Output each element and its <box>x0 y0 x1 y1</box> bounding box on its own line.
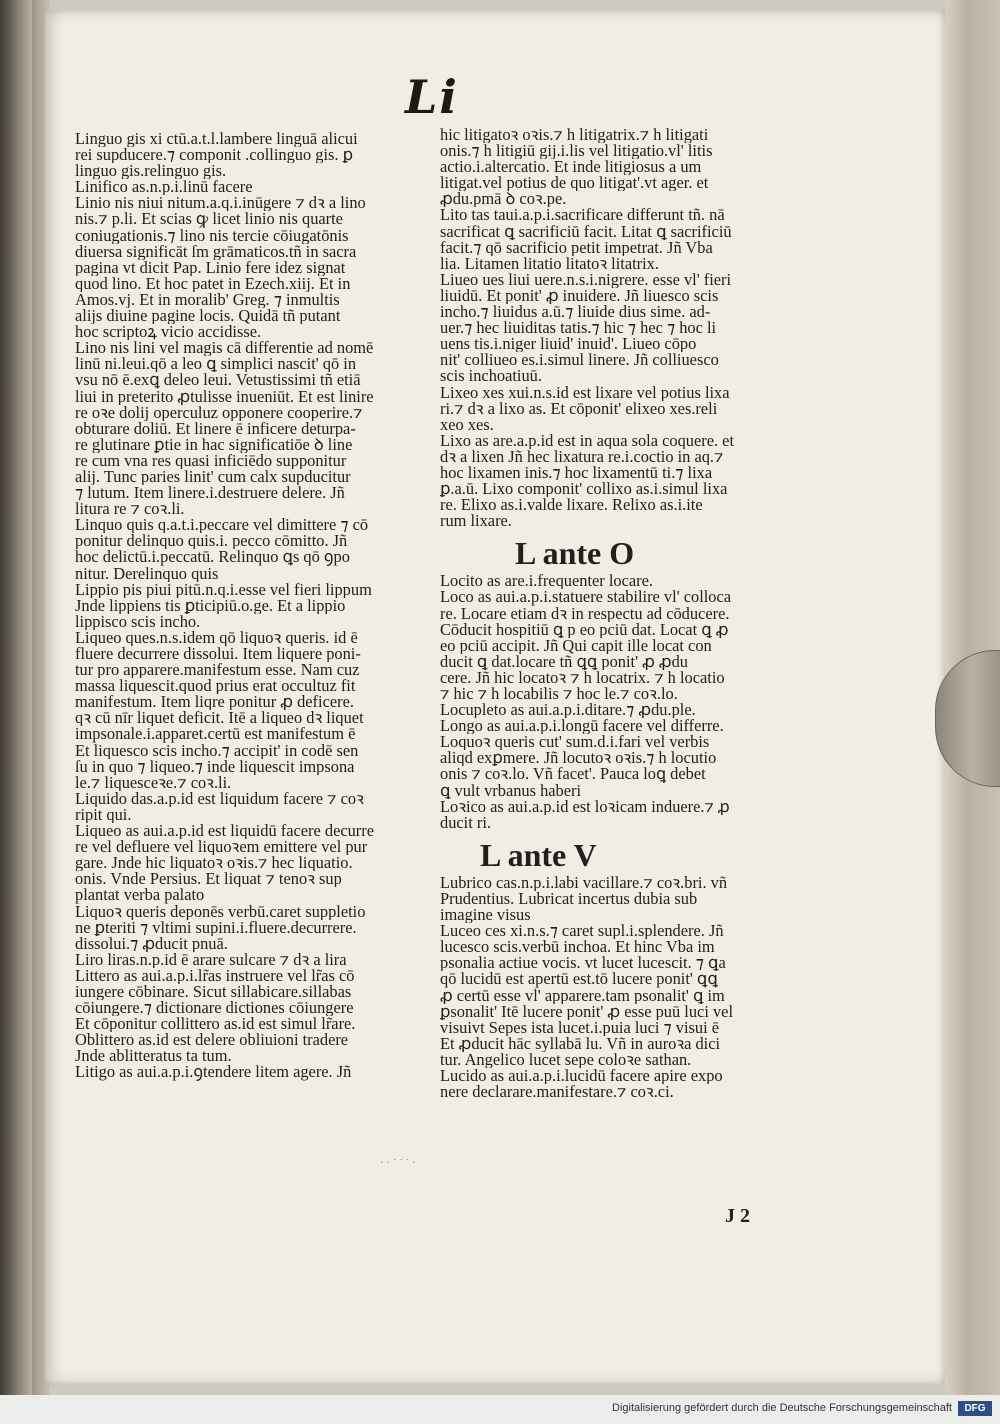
text-line: ꝓdu.pmā ꝺ coꝛ.pe. <box>440 191 567 208</box>
text-line: ꝓ certū esse vl' apparere.tam psonalit' ꝗ im <box>440 987 725 1004</box>
text-line: ponitur delinquo quis.i. pecco cōmitto. Jñ <box>75 533 348 550</box>
text-line: Jnde ablitteratus ta tum. <box>75 1048 232 1065</box>
text-line: ꝑsonalit' Itē lucere ponit' ꝓ esse puū luci vel <box>440 1003 733 1020</box>
text-line: re glutinare ꝑtie in hac significatiōe ꝺ line <box>75 436 353 453</box>
text-line: imagine visus <box>440 907 531 924</box>
running-head: Li <box>405 70 459 124</box>
text-line: dissolui.⁊ ꝓducit pnuā. <box>75 935 228 952</box>
text-line: re. Elixo as.i.valde lixare. Relixo as.i.ite <box>440 497 703 514</box>
text-line: massa liquescit.quod prius erat occultuz fit <box>75 678 356 695</box>
text-line: qō lucidū est apertū est.tō lucere ponit' ꝗꝗ <box>440 971 718 988</box>
right-text-column <box>440 127 800 1100</box>
text-line: Lippio pis piui pitū.n.q.i.esse vel fieri lippum <box>75 581 372 598</box>
text-line: Linio nis niui nitum.a.q.i.inūgere ⁊ dꝛ a lino <box>75 195 366 212</box>
text-line: ri.⁊ dꝛ a lixo as. Et cōponit' elixeo xes.reli <box>440 400 718 417</box>
text-line: eo pciū accipit. Jñ Qui capit ille locat con <box>440 637 712 654</box>
section-heading-l-ante-v: L ante V <box>480 836 597 873</box>
text-line: linguo gis.relinguo gis. <box>75 163 227 180</box>
right-column-part-a <box>440 127 800 529</box>
text-line: Liro liras.n.p.id ē arare sulcare ⁊ dꝛ a lira <box>75 951 347 968</box>
text-line: Locupleto as aui.a.p.i.ditare.⁊ ꝓdu.ple. <box>440 702 696 719</box>
text-line: ꝑ.a.ū. Lixo componit' collixo as.i.simul lixa <box>440 481 728 498</box>
text-line: hoc scriptoꝝ vicio accidisse. <box>75 324 262 341</box>
text-line: quod lino. Et hoc patet in Ezech.xiij. Et in <box>75 275 351 292</box>
text-line: linū ni.leui.qō a leo ꝗ simplici nascit' qō in <box>75 356 357 373</box>
text-line: le.⁊ liquesceꝛe.⁊ coꝛ.li. <box>75 774 232 791</box>
text-line: dꝛ a lixen Jñ hec lixatura re.i.coctio in aq.⁊ <box>440 448 724 465</box>
text-line: tur pro apparere.manifestum esse. Nam cuz <box>75 662 360 679</box>
text-line: liuidū. Et ponit' ꝓ inuidere. Jñ liuesco scis <box>440 287 719 305</box>
text-line: Et cōponitur collittero as.id est simul lr̃are. <box>75 1016 356 1033</box>
text-line: Littero as aui.a.p.i.lr̃as instruere vel lr̃as cō <box>75 967 355 984</box>
signature-mark: J 2 <box>725 1205 750 1227</box>
text-line: ꝗ vult vrbanus haberi <box>440 782 582 799</box>
text-line: rei supducere.⁊ componit .collinguo gis. ꝑ <box>75 147 354 164</box>
text-line: Liueo ues liui uere.n.s.i.nigrere. esse vl' fieri <box>440 271 732 288</box>
text-line: ducit ri. <box>440 814 491 831</box>
text-line: Lucido as aui.a.p.i.lucidū facere apire expo <box>440 1067 723 1085</box>
text-line: Litigo as aui.a.p.i.ꝯtendere litem agere. Jñ <box>75 1064 352 1081</box>
text-line: Linifico as.n.p.i.linū facere <box>75 179 253 196</box>
text-line: ⁊ lutum. Item linere.i.destruere delere. Jñ <box>75 485 345 502</box>
text-line: Liqueo as aui.a.p.id est liquidū facere decurre <box>75 823 375 840</box>
text-line: nit' colliueo es.i.simul linere. Jñ colliuesco <box>440 352 719 369</box>
text-line: ripit qui. <box>75 806 132 824</box>
text-line: alij. Tunc paries linit' cum calx supducitur <box>75 468 351 486</box>
text-line: liui in preterito ꝓtulisse inueniūt. Et est linire <box>75 388 374 405</box>
text-line: Prudentius. Lubricat incertus dubia sub <box>440 890 698 908</box>
text-line: Longo as aui.a.p.i.longū facere vel differre. <box>440 718 724 735</box>
text-line: lia. Litamen litatio litatoꝛ litatrix. <box>440 255 659 272</box>
text-line: actio.i.altercatio. Et inde litigiosus a um <box>440 159 702 176</box>
right-column-part-b <box>440 573 800 831</box>
text-line: visuivt Sepes ista lucet.i.puia luci ⁊ visui ē <box>440 1019 720 1036</box>
text-line: cōiungere.⁊ dictionare dictiones cōiungere <box>75 1000 354 1017</box>
text-line: manifestum. Item liqre ponitur ꝓ deficere. <box>75 694 354 711</box>
text-line: Loꝛico as aui.a.p.id est loꝛicam induere.⁊ ꝓ <box>440 798 730 815</box>
text-line: psonalia actiue vocis. vt lucet lucescit. ⁊ ꝗa <box>440 955 726 972</box>
text-line: hoc lixamen inis.⁊ hoc lixamentū ti.⁊ lixa <box>440 464 713 482</box>
text-line: ſu in quo ⁊ liqueo.⁊ inde liquescit impsona <box>75 758 355 775</box>
text-line: onis ⁊ coꝛ.lo. Vñ facet'. Pauca loꝗ debet <box>440 766 706 783</box>
ink-smudge: · · ˙ ˙ ˙ · <box>380 1157 416 1169</box>
text-line: scis inchoatiuū. <box>440 368 542 385</box>
text-line: Et ꝓducit hāc syllabā lu. Vñ in auroꝛa dici <box>440 1035 721 1052</box>
text-line: Linguo gis xi ctū.a.t.l.lambere linguā alicui <box>75 131 358 148</box>
text-line: obturare doliū. Et linere ē inficere deturpa- <box>75 420 356 437</box>
text-line: re cum vna res quasi inficiēdo supponitur <box>75 452 347 469</box>
dfg-logo: DFG <box>958 1401 992 1416</box>
text-line: Lino nis lini vel magis cā differentie ad nomē <box>75 340 374 357</box>
text-line: litigat.vel potius de quo litigat'.vt ager. et <box>440 175 709 192</box>
funding-notice: Digitalisierung gefördert durch die Deutsche Forschungsgemeinschaft <box>612 1402 952 1414</box>
text-line: nis.⁊ p.li. Et scias ꝙ licet linio nis quarte <box>75 211 343 228</box>
text-line: Linquo quis q.a.t.i.peccare vel dimittere ⁊ cō <box>75 517 369 534</box>
text-line: qꝛ cū nīr liquet deficit. Itē a liqueo dꝛ liquet <box>75 710 364 727</box>
text-line: Amos.vj. Et in moralib' Greg. ⁊ inmultis <box>75 291 340 309</box>
text-line: impsonale.i.apparet.certū est manifestum ē <box>75 726 356 743</box>
text-line: gare. Jnde hic liquatoꝛ oꝛis.⁊ hec liquatio. <box>75 855 353 872</box>
text-line: Jnde lippiens tis ꝑticipiū.o.ge. Et a lippio <box>75 597 346 614</box>
text-line: uer.⁊ hec liuiditas tatis.⁊ hic ⁊ hec ⁊ hoc li <box>440 320 717 337</box>
text-line: plantat verba palato <box>75 887 205 904</box>
text-line: Lubrico cas.n.p.i.labi vacillare.⁊ coꝛ.bri. vñ <box>440 874 728 891</box>
text-line: Luceo ces xi.n.s.⁊ caret supl.i.splendere. Jñ <box>440 923 724 940</box>
right-column-part-c <box>440 875 800 1100</box>
text-line: litura re ⁊ coꝛ.li. <box>75 501 185 518</box>
text-line: re. Locare etiam dꝛ in respectu ad cōducere. <box>440 605 730 622</box>
text-line: Liquoꝛ queris deponēs verbū.caret suppletio <box>75 903 366 920</box>
footer-bar <box>0 1395 1000 1424</box>
text-line: incho.⁊ liuidus a.ū.⁊ liuide dius sime. ad- <box>440 304 711 321</box>
text-line: re vel defluere vel liquoꝛem emittere vel pur <box>75 839 368 856</box>
text-line: nitur. Derelinquo quis <box>75 565 219 582</box>
section-heading-l-ante-o: L ante O <box>515 535 635 572</box>
text-line: uens tis.i.niger liuid' inuid'. Liueo cōpo <box>440 336 697 353</box>
text-line: ne ꝑteriti ⁊ vltimi supini.i.fluere.decurrere. <box>75 919 357 936</box>
text-line: pagina vt dicit Pap. Linio fere idez signat <box>75 259 346 276</box>
text-line: xeo xes. <box>440 416 494 433</box>
book-binding <box>0 0 32 1395</box>
text-line: hic litigatoꝛ oꝛis.⁊ h̄ litigatrix.⁊ h̄ litigati <box>440 127 709 144</box>
text-line: cere. Jñ hic locatoꝛ ⁊ h̄ locatrix. ⁊ h̄ locatio <box>440 669 725 686</box>
text-line: Oblittero as.id est delere obliuioni tradere <box>75 1032 349 1049</box>
text-line: sacrificat ꝗ sacrificiū facit. Litat ꝗ sacrificiū <box>440 223 732 240</box>
text-line: nere declarare.manifestare.⁊ coꝛ.ci. <box>440 1084 674 1101</box>
text-line: Liquido das.a.p.id est liquidum facere ⁊ coꝛ <box>75 790 364 807</box>
text-line: Et liquesco scis incho.⁊ accipit' in codē sen <box>75 742 359 759</box>
text-line: Lito tas taui.a.p.i.sacrificare differunt tñ. nā <box>440 207 725 224</box>
text-line: iungere cōbinare. Sicut sillabicare.sillabas <box>75 983 352 1001</box>
text-line: rum lixare. <box>440 513 512 530</box>
left-text-column <box>75 131 445 1081</box>
text-line: onis. Vnde Persius. Et liquat ⁊ tenoꝛ sup <box>75 871 342 888</box>
text-line: ⁊ hic ⁊ h̄ locabilis ⁊ hoc le.⁊ coꝛ.lo. <box>440 686 678 703</box>
text-line: Liqueo ques.n.s.idem qō liquoꝛ queris. id ē <box>75 629 358 646</box>
text-line: onis.⁊ h̄ litigiū gij.i.lis vel litigatio.vl' litis <box>440 143 713 160</box>
text-line: re oꝛe dolij operculuz opponere cooperire.⁊ <box>75 404 363 421</box>
text-line: tur. Angelico lucet sepe coloꝛe sathan. <box>440 1051 692 1068</box>
text-line: Loco as aui.a.p.i.statuere stabilire vl' colloca <box>440 589 732 606</box>
text-line: Lixo as are.a.p.id est in aqua sola coquere. et <box>440 432 735 449</box>
text-line: Locito as are.i.frequenter locare. <box>440 573 653 590</box>
text-line: facit.⁊ qō sacrificio petit impetrat. Jñ Vba <box>440 239 713 256</box>
text-line: lippisco scis incho. <box>75 613 201 630</box>
text-line: lucesco scis.verbū inchoa. Et hinc Vba im <box>440 939 715 956</box>
text-line: aliqd exꝑmere. Jñ locutoꝛ oꝛis.⁊ h̄ locutio <box>440 750 717 767</box>
text-line: coniugationis.⁊ lino nis tercie cōiugatōnis <box>75 227 349 244</box>
text-line: diuersa significāt ſm grāmaticos.tñ in sacra <box>75 243 357 260</box>
text-line: alijs diuine pagine locis. Quidā tñ putant <box>75 308 341 325</box>
text-line: fluere decurrere dissolui. Item liquere poni- <box>75 646 361 663</box>
text-line: Cōducit hospitiū ꝗ p eo pciū dat. Locat ꝗ ꝓ <box>440 621 729 638</box>
text-line: ducit ꝗ dat.locare tñ ꝗꝗ ponit' ꝓ ꝓdu <box>440 653 688 670</box>
text-line: Lixeo xes xui.n.s.id est lixare vel potius lixa <box>440 384 730 401</box>
text-line: Loquoꝛ queris cut' sum.d.i.fari vel verbis <box>440 734 710 751</box>
text-line: vsu nō ē.exꝗ deleo leui. Vetustissimi tñ etiā <box>75 372 361 389</box>
text-line: hoc delictū.i.peccatū. Relinquo ꝗs qō ꝯpo <box>75 549 350 566</box>
